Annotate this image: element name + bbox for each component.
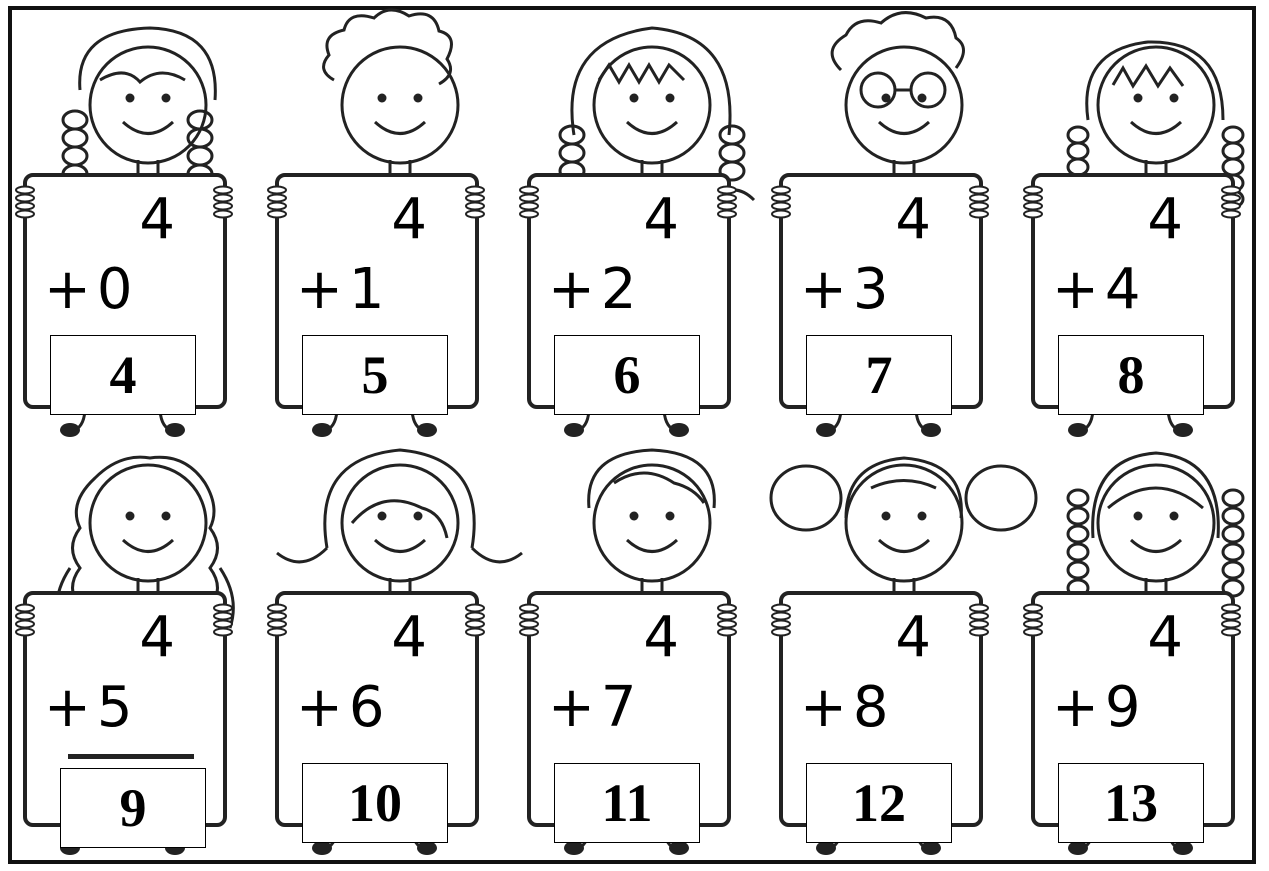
answer-value: 6 bbox=[613, 345, 641, 405]
problem-card bbox=[1028, 428, 1269, 858]
problem-card bbox=[20, 428, 275, 858]
answer-value: 11 bbox=[601, 773, 653, 833]
second-addend: +6 bbox=[296, 675, 391, 740]
answer-box[interactable] bbox=[1058, 335, 1204, 415]
second-addend: +4 bbox=[1052, 257, 1147, 322]
second-addend: +2 bbox=[548, 257, 643, 322]
answer-line bbox=[68, 754, 194, 759]
second-addend: +9 bbox=[1052, 675, 1147, 740]
answer-box[interactable] bbox=[302, 335, 448, 415]
problem-card bbox=[776, 428, 1031, 858]
answer-value: 12 bbox=[852, 773, 906, 833]
answer-value: 10 bbox=[348, 773, 402, 833]
answer-value: 9 bbox=[119, 778, 147, 838]
first-addend: 4 bbox=[643, 605, 679, 670]
answer-value: 13 bbox=[1104, 773, 1158, 833]
answer-box[interactable] bbox=[1058, 763, 1204, 843]
second-addend: +3 bbox=[800, 257, 895, 322]
answer-box[interactable] bbox=[50, 335, 196, 415]
answer-box[interactable] bbox=[806, 763, 952, 843]
answer-box[interactable] bbox=[554, 335, 700, 415]
problem-card bbox=[272, 10, 527, 440]
problem-card bbox=[20, 10, 275, 440]
answer-box[interactable] bbox=[554, 763, 700, 843]
second-addend: +1 bbox=[296, 257, 391, 322]
first-addend: 4 bbox=[1147, 187, 1183, 252]
answer-value: 8 bbox=[1117, 345, 1145, 405]
first-addend: 4 bbox=[139, 187, 175, 252]
answer-value: 5 bbox=[361, 345, 389, 405]
problem-card bbox=[1028, 10, 1269, 440]
problem-card bbox=[272, 428, 527, 858]
first-addend: 4 bbox=[391, 187, 427, 252]
answer-box[interactable] bbox=[302, 763, 448, 843]
problem-card bbox=[524, 10, 779, 440]
answer-value: 4 bbox=[109, 345, 137, 405]
first-addend: 4 bbox=[643, 187, 679, 252]
first-addend: 4 bbox=[1147, 605, 1183, 670]
second-addend: +7 bbox=[548, 675, 643, 740]
answer-box[interactable] bbox=[60, 768, 206, 848]
first-addend: 4 bbox=[895, 605, 931, 670]
answer-box[interactable] bbox=[806, 335, 952, 415]
second-addend: +8 bbox=[800, 675, 895, 740]
answer-value: 7 bbox=[865, 345, 893, 405]
first-addend: 4 bbox=[391, 605, 427, 670]
problem-card bbox=[524, 428, 779, 858]
first-addend: 4 bbox=[139, 605, 175, 670]
second-addend: +5 bbox=[44, 675, 139, 740]
second-addend: +0 bbox=[44, 257, 139, 322]
first-addend: 4 bbox=[895, 187, 931, 252]
problem-card bbox=[776, 10, 1031, 440]
